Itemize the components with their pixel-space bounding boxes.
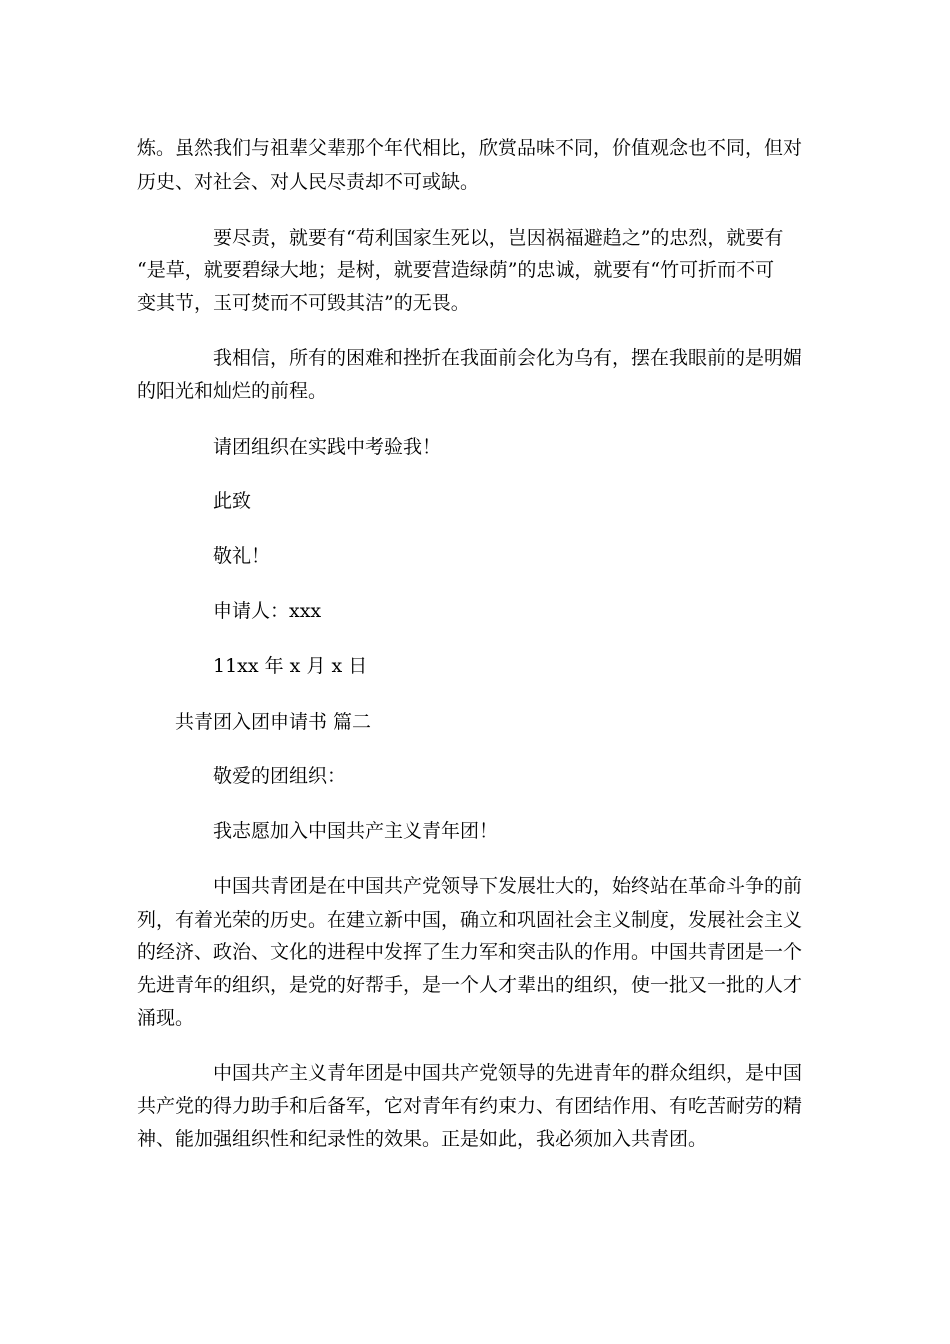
text-line: 中国共青团是在中国共产党领导下发展壮大的，始终站在革命斗争的前 (213, 875, 803, 897)
text-line: 中国共产主义青年团是中国共产党领导的先进青年的群众组织，是中国 (213, 1062, 803, 1084)
text-line: 先进青年的组织，是党的好帮手，是一个人才辈出的组织，使一批又一批的人才 (137, 974, 803, 996)
text-line: 我相信，所有的困难和挫折在我面前会化为乌有，摆在我眼前的是明媚 (213, 347, 803, 369)
text-line: 的经济、政治、文化的进程中发挥了生力军和突击队的作用。中国共青团是一个 (137, 941, 803, 963)
applicant-line: 申请人：xxx (213, 600, 322, 622)
date-line: 11xx 年 x 月 x 日 (213, 655, 368, 677)
text-line: 列，有着光荣的历史。在建立新中国，确立和巩固社会主义制度，发展社会主义 (137, 909, 803, 931)
paragraph-request: 请团组织在实践中考验我！ (213, 436, 442, 458)
text-line: “是草，就要碧绿大地；是树，就要营造绿荫”的忠诚，就要有“竹可折而不可 (137, 259, 775, 281)
section-heading: 共青团入团申请书 篇二 (175, 711, 372, 733)
paragraph-volunteer: 我志愿加入中国共产主义青年团！ (213, 820, 499, 842)
text-line: 共产党的得力助手和后备军，它对青年有约束力、有团结作用、有吃苦耐劳的精 (137, 1095, 803, 1117)
closing-jingli: 敬礼！ (213, 545, 271, 567)
text-line: 炼。虽然我们与祖辈父辈那个年代相比，欣赏品味不同，价值观念也不同，但对 (137, 137, 803, 159)
closing-cizhi: 此致 (213, 490, 252, 512)
text-line: 历史、对社会、对人民尽责却不可或缺。 (137, 171, 480, 193)
text-line: 神、能加强组织性和纪录性的效果。正是如此，我必须加入共青团。 (137, 1128, 708, 1150)
salutation: 敬爱的团组织： (213, 765, 347, 787)
text-line: 变其节，玉可焚而不可毁其洁”的无畏。 (137, 292, 470, 314)
text-line: 涌现。 (137, 1007, 195, 1029)
text-line: 要尽责，就要有“苟利国家生死以，岂因祸福避趋之”的忠烈，就要有 (213, 227, 784, 249)
text-line: 的阳光和灿烂的前程。 (137, 380, 328, 402)
